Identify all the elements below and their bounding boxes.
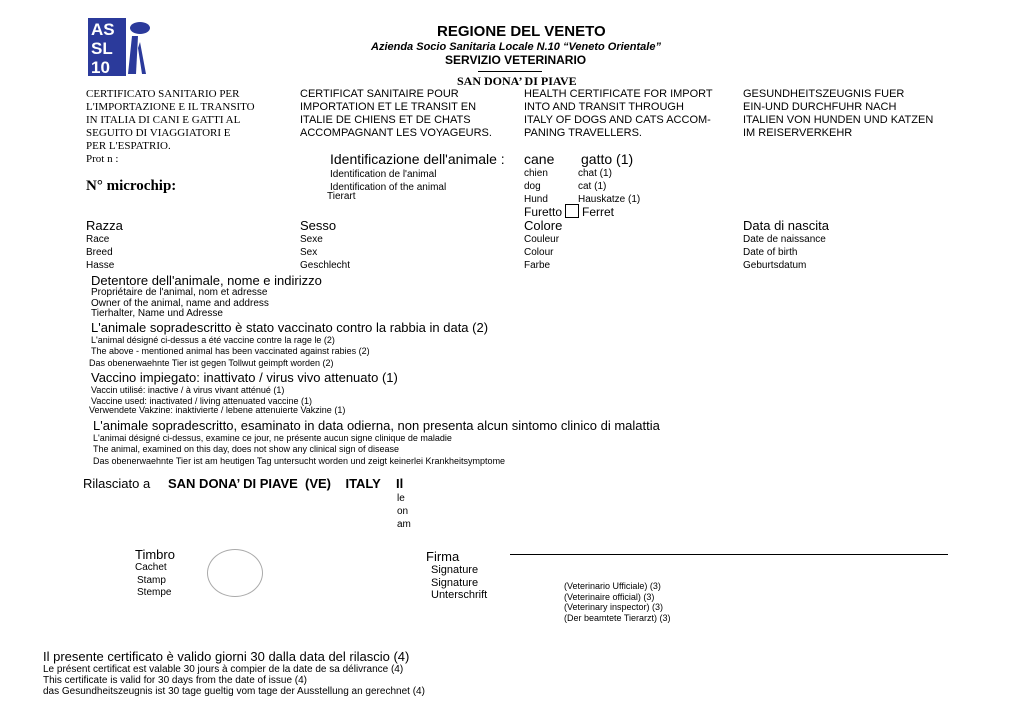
vaccination-de: Das obenerwaehnte Tier ist gegen Tollwut geimpft worden (2)	[89, 358, 334, 368]
header-subtitle: Azienda Socio Sanitaria Locale N.10 “Veneto Orientale”	[371, 41, 661, 53]
exam-section: L'animale sopradescritto, esaminato in data odierna, non presenta alcun sintomo clinico di malattia L'animai désigné ci-dessus, examine ce jour, ne présente aucun signe clinique de maladie The animal, examined on this day, does not show any clinical sign of disease Das obenerwaehnte Tier ist am heutigen Tag untersucht worden und zeigt keinerlei Krankheitsymptome	[93, 418, 660, 466]
issued-date-label: Il	[396, 476, 404, 491]
vaccine-label: Vaccino impiegato: inattivato / virus vivo attenuato (1)	[91, 370, 398, 385]
identification-label: Identificazione dell'animale :	[330, 151, 505, 167]
header-divider	[478, 71, 542, 72]
intro-de	[743, 88, 933, 140]
asl-logo-icon	[88, 18, 152, 76]
prot-number-label: Prot n :	[86, 153, 119, 165]
vet-titles: (Veterinario Ufficiale) (3) (Veterinaire official) (3) (Veterinary inspector) (3) (Der beamtete Tierarzt) (3)	[564, 581, 671, 623]
intro-en-line: HEALTH CERTIFICATE FOR IMPORT	[524, 88, 713, 100]
header-service: SERVIZIO VETERINARIO	[445, 53, 587, 67]
intro-it-line: CERTIFICATO SANITARIO PER	[86, 88, 240, 100]
owner-section: Detentore dell'animale, nome e indirizzo Propriétaire de l'animal, nom et adresse Owner of the animal, name and address Tierhalter, Name und Adresse	[91, 273, 322, 319]
option-cat-translations: chat (1) cat (1) Hauskatze (1)	[578, 168, 641, 205]
logo-line1: AS	[91, 20, 115, 39]
identification-en: Identification of the animal	[330, 182, 447, 193]
signature-label: Firma	[426, 549, 460, 564]
vaccination-section: L'animale sopradescritto è stato vaccinato contro la rabbia in data (2) L'animal désigné ci-dessus a été vaccine contre la rage le (2) The above - mentioned animal has been vaccinated against rabies (2)	[91, 320, 489, 356]
stamp-section: Timbro Cachet Stamp Stempe	[135, 547, 175, 598]
vaccination-label: L'animale sopradescritto è stato vaccinato contro la rabbia in data (2)	[91, 320, 489, 335]
header-location: SAN DONA’ DI PIAVE	[457, 74, 577, 88]
option-dog-label[interactable]: cane	[524, 151, 555, 167]
ferret-it-label: Furetto	[524, 205, 563, 219]
option-cat-label[interactable]: gatto (1)	[581, 151, 634, 167]
intro-de-line: GESUNDHEITSZEUGNIS FUER	[743, 88, 905, 100]
ferret-checkbox[interactable]	[565, 204, 579, 218]
intro-fr-line: ITALIE DE CHIENS ET DE CHATS	[300, 114, 471, 126]
intro-it-line: L'IMPORTAZIONE E IL TRANSITO	[86, 101, 255, 113]
stamp-label: Timbro	[135, 547, 175, 562]
exam-label: L'animale sopradescritto, esaminato in data odierna, non presenta alcun sintomo clinico di malattia	[93, 418, 660, 433]
stamp-area	[207, 549, 263, 597]
vaccine-section: Vaccino impiegato: inattivato / virus vivo attenuato (1) Vaccin utilisé: inactive / à virus vivant atténué (1) Vaccine used: inactivated / living attenuated vaccine (1)	[91, 370, 398, 406]
issued-place: SAN DONA’ DI PIAVE (VE) ITALY	[168, 476, 381, 491]
signature-line[interactable]	[510, 554, 948, 555]
owner-label: Detentore dell'animale, nome e indirizzo	[91, 273, 322, 288]
intro-fr-line: IMPORTATION ET LE TRANSIT EN	[300, 101, 477, 113]
option-ferret[interactable]	[524, 204, 614, 219]
intro-en-line: PANING TRAVELLERS.	[524, 127, 642, 139]
field-sex: Sesso Sexe Sex Geschlecht	[300, 218, 351, 271]
intro-it-line: PER L'ESPATRIO.	[86, 140, 171, 152]
microchip-label: N° microchip:	[86, 178, 177, 194]
field-birthdate: Data di nascita Date de naissance Date of birth Geburtsdatum	[743, 218, 829, 271]
intro-de-line: EIN-UND DURCHFUHR NACH	[743, 101, 897, 113]
identification-de: Tierart	[327, 191, 356, 202]
header-title: REGIONE DEL VENETO	[437, 23, 606, 40]
intro-de-line: ITALIEN VON HUNDEN UND KATZEN	[743, 114, 934, 126]
issued-label: Rilasciato a	[83, 476, 151, 491]
identification-fr: Identification de l'animal	[330, 169, 437, 180]
issued-date-translations: le on am	[397, 493, 411, 530]
asl-logo	[88, 18, 152, 76]
intro-en-line: ITALY OF DOGS AND CATS ACCOM-	[524, 114, 711, 126]
intro-de-line: IM REISERVERKEHR	[743, 127, 853, 139]
intro-it-line: IN ITALIA DI CANI E GATTI AL	[86, 114, 241, 126]
ferret-en-label: Ferret	[582, 205, 615, 219]
intro-it	[86, 88, 255, 166]
vaccine-de: Verwendete Vakzine: inaktivierte / lebene attenuierte Vakzine (1)	[89, 405, 346, 415]
intro-it-line: SEGUITO DI VIAGGIATORI E	[86, 127, 231, 139]
intro-en-line: INTO AND TRANSIT THROUGH	[524, 101, 684, 113]
logo-line2: SL	[91, 39, 113, 58]
intro-fr-line: CERTIFICAT SANITAIRE POUR	[300, 88, 459, 100]
field-colour: Colore Couleur Colour Farbe	[524, 218, 563, 271]
logo-line3: 10	[91, 58, 110, 76]
field-breed: Razza Race Breed Hasse	[86, 218, 123, 271]
intro-fr-line: ACCOMPAGNANT LES VOYAGEURS.	[300, 127, 492, 139]
validity-section: Il presente certificato è valido giorni 30 dalla data del rilascio (4) Le présent certificat est valable 30 jours à compier de la date de sa délivrance (4) This certificate is valid for 30 days from the date of issue (4) das Gesundheitszeugnis ist 30 tage gueltig vom tage der Ausstellung an gerechnet (4)	[43, 649, 425, 697]
signature-section: Firma Signature Signature Unterschrift	[426, 549, 488, 601]
intro-en	[524, 88, 713, 140]
option-dog-translations: chien dog Hund	[524, 168, 548, 205]
validity-label: Il presente certificato è valido giorni 30 dalla data del rilascio (4)	[43, 649, 410, 664]
intro-fr	[300, 88, 492, 140]
